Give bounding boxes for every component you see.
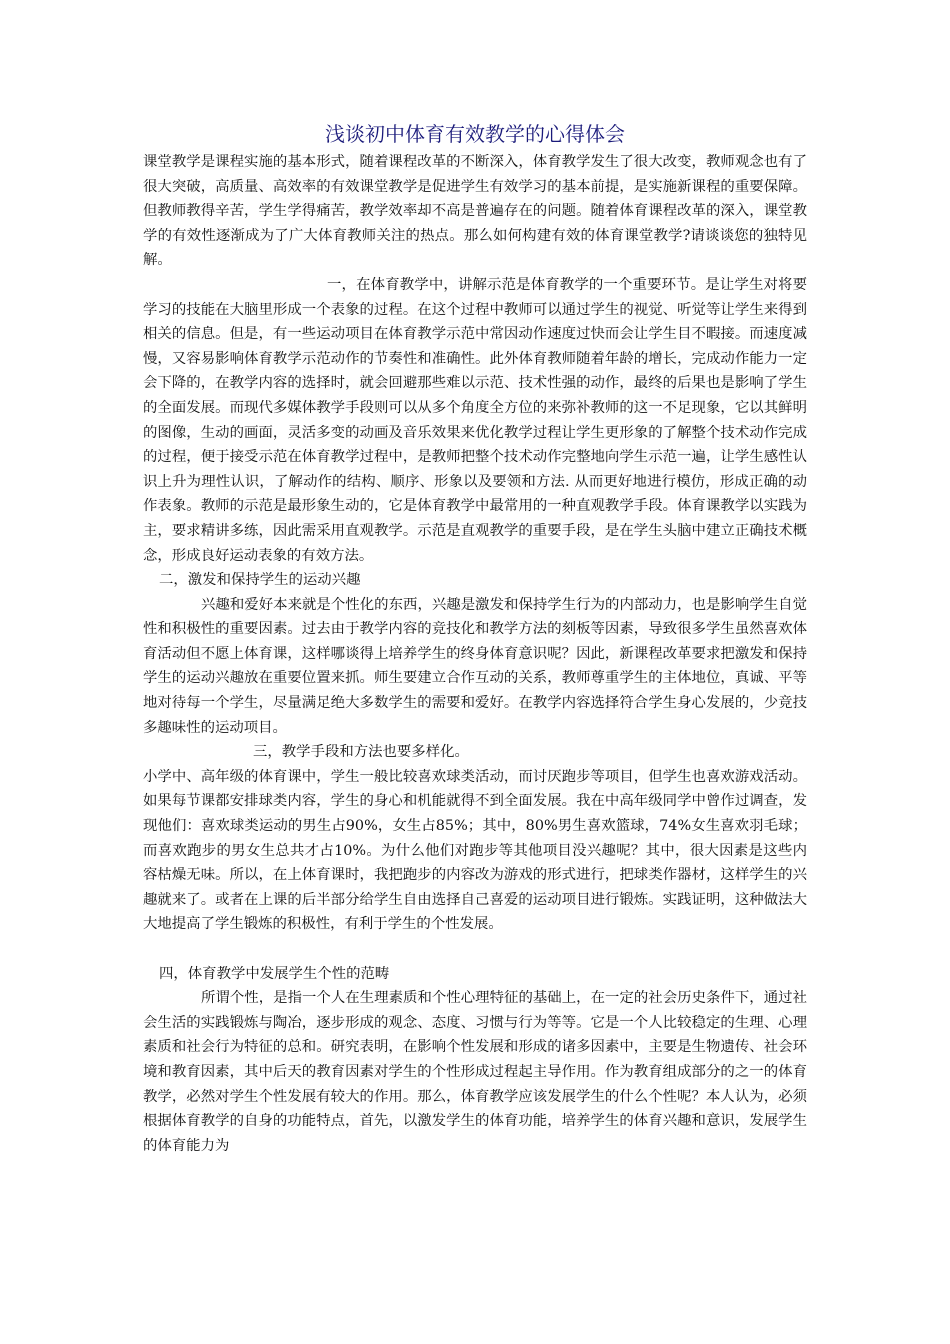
intro-paragraph: 课堂教学是课程实施的基本形式，随着课程改革的不断深入，体育教学发生了很大改变，教师观念也有了很大突破，高质量、高效率的有效课堂教学是促进学生有效学习的基本前提，是实施新课程的重要保障。但教师教得辛苦，学生学得痛苦，教学效率却不高是普遍存在的问题。随着体育课程改革的深入，课堂教学的有效性逐渐成为了广大体育教师关注的热点。那么如何构建有效的体育课堂教学?请谈谈您的独特见解。: [143, 154, 807, 269]
section-2-paragraph: 兴趣和爱好本来就是个性化的东西，兴趣是激发和保持学生行为的内部动力，也是影响学生自觉性和积极性的重要因素。过去由于教学内容的竞技化和教学方法的刻板等因素，导致很多学生虽然喜欢体育活动但不愿上体育课，这样哪谈得上培养学生的终身体育意识呢？因此，新课程改革要求把激发和保持学生的运动兴趣放在重要位置来抓。师生要建立合作互动的关系，教师尊重学生的主体地位，真诚、平等地对待每一个学生，尽量满足绝大多数学生的需要和爱好。在教学内容选择符合学生身心发展的，少竞技多趣味性的运动项目。: [143, 596, 807, 736]
section-4-heading: 四，体育教学中发展学生个性的范畴: [159, 965, 390, 982]
section-2-heading: 二，激发和保持学生的运动兴趣: [159, 572, 361, 589]
document-body: [143, 150, 807, 1158]
document-title: 浅谈初中体育有效教学的心得体会: [325, 122, 625, 146]
paragraph-gap: [143, 937, 807, 962]
section-3-paragraph: 小学中、高年级的体育课中，学生一般比较喜欢球类活动，而讨厌跑步等项目，但学生也喜欢游戏活动。如果每节课都安排球类内容，学生的身心和机能就得不到全面发展。我在中高年级同学中曾作过调查，发现他们：喜欢球类运动的男生占90%，女生占85%；其中，80%男生喜欢篮球，74%女生喜欢羽毛球；而喜欢跑步的男女生总共才占10%。为什么他们对跑步等其他项目没兴趣呢？其中，很大因素是这些内容枯燥无味。所以，在上体育课时，我把跑步的内容改为游戏的形式进行，把球类作器材，这样学生的兴趣就来了。或者在上课的后半部分给学生自由选择自己喜爱的运动项目进行锻炼。实践证明，这种做法大大地提高了学生锻炼的积极性，有利于学生的个性发展。: [143, 768, 807, 933]
section-4-paragraph: 所谓个性，是指一个人在生理素质和个性心理特征的基础上，在一定的社会历史条件下，通过社会生活的实践锻炼与陶冶，逐步形成的观念、态度、习惯与行为等等。它是一个人比较稳定的生理、心理素质和社会行为特征的总和。研究表明，在影响个性发展和形成的诸多因素中，主要是生物遗传、社会环境和教育因素，其中后天的教育因素对学生的个性形成过程起主导作用。作为教育组成部分的之一的体育教学，必然对学生个性发展有较大的作用。那么，体育教学应该发展学生的什么个性呢？本人认为，必须根据体育教学的自身的功能特点，首先，以激发学生的体育功能，培养学生的体育兴趣和意识，发展学生的体育能力为: [143, 990, 807, 1154]
section-1-paragraph: 一，在体育教学中，讲解示范是体育教学的一个重要环节。是让学生对将要学习的技能在大脑里形成一个表象的过程。在这个过程中教师可以通过学生的视觉、听觉等让学生来得到相关的信息。但是，有一些运动项目在体育教学示范中常因动作速度过快而会让学生目不暇接。而速度减慢，又容易影响体育教学示范动作的节奏性和准确性。此外体育教师随着年龄的增长，完成动作能力一定会下降的，在教学内容的选择时，就会回避那些难以示范、技术性强的动作，最终的后果也是影响了学生的全面发展。而现代多媒体教学手段则可以从多个角度全方位的来弥补教师的这一不足现象，它以其鲜明的图像，生动的画面，灵活多变的动画及音乐效果来优化教学过程让学生更形象的了解整个技术动作完成的过程，便于接受示范在体育教学过程中，是教师把整个技术动作完整地向学生示范一遍，让学生感性认识上升为理性认识，了解动作的结构、顺序、形象以及要领和方法. 从而更好地进行模仿，形成正确的动作表象。教师的示范是最形象生动的，它是体育教学中最常用的一种直观教学手段。体育课教学以实践为主，要求精讲多练，因此需采用直观教学。示范是直观教学的重要手段，是在学生头脑中建立正确技术概念，形成良好运动表象的有效方法。: [143, 276, 807, 564]
section-3-heading: 三，教学手段和方法也要多样化。: [253, 744, 469, 761]
